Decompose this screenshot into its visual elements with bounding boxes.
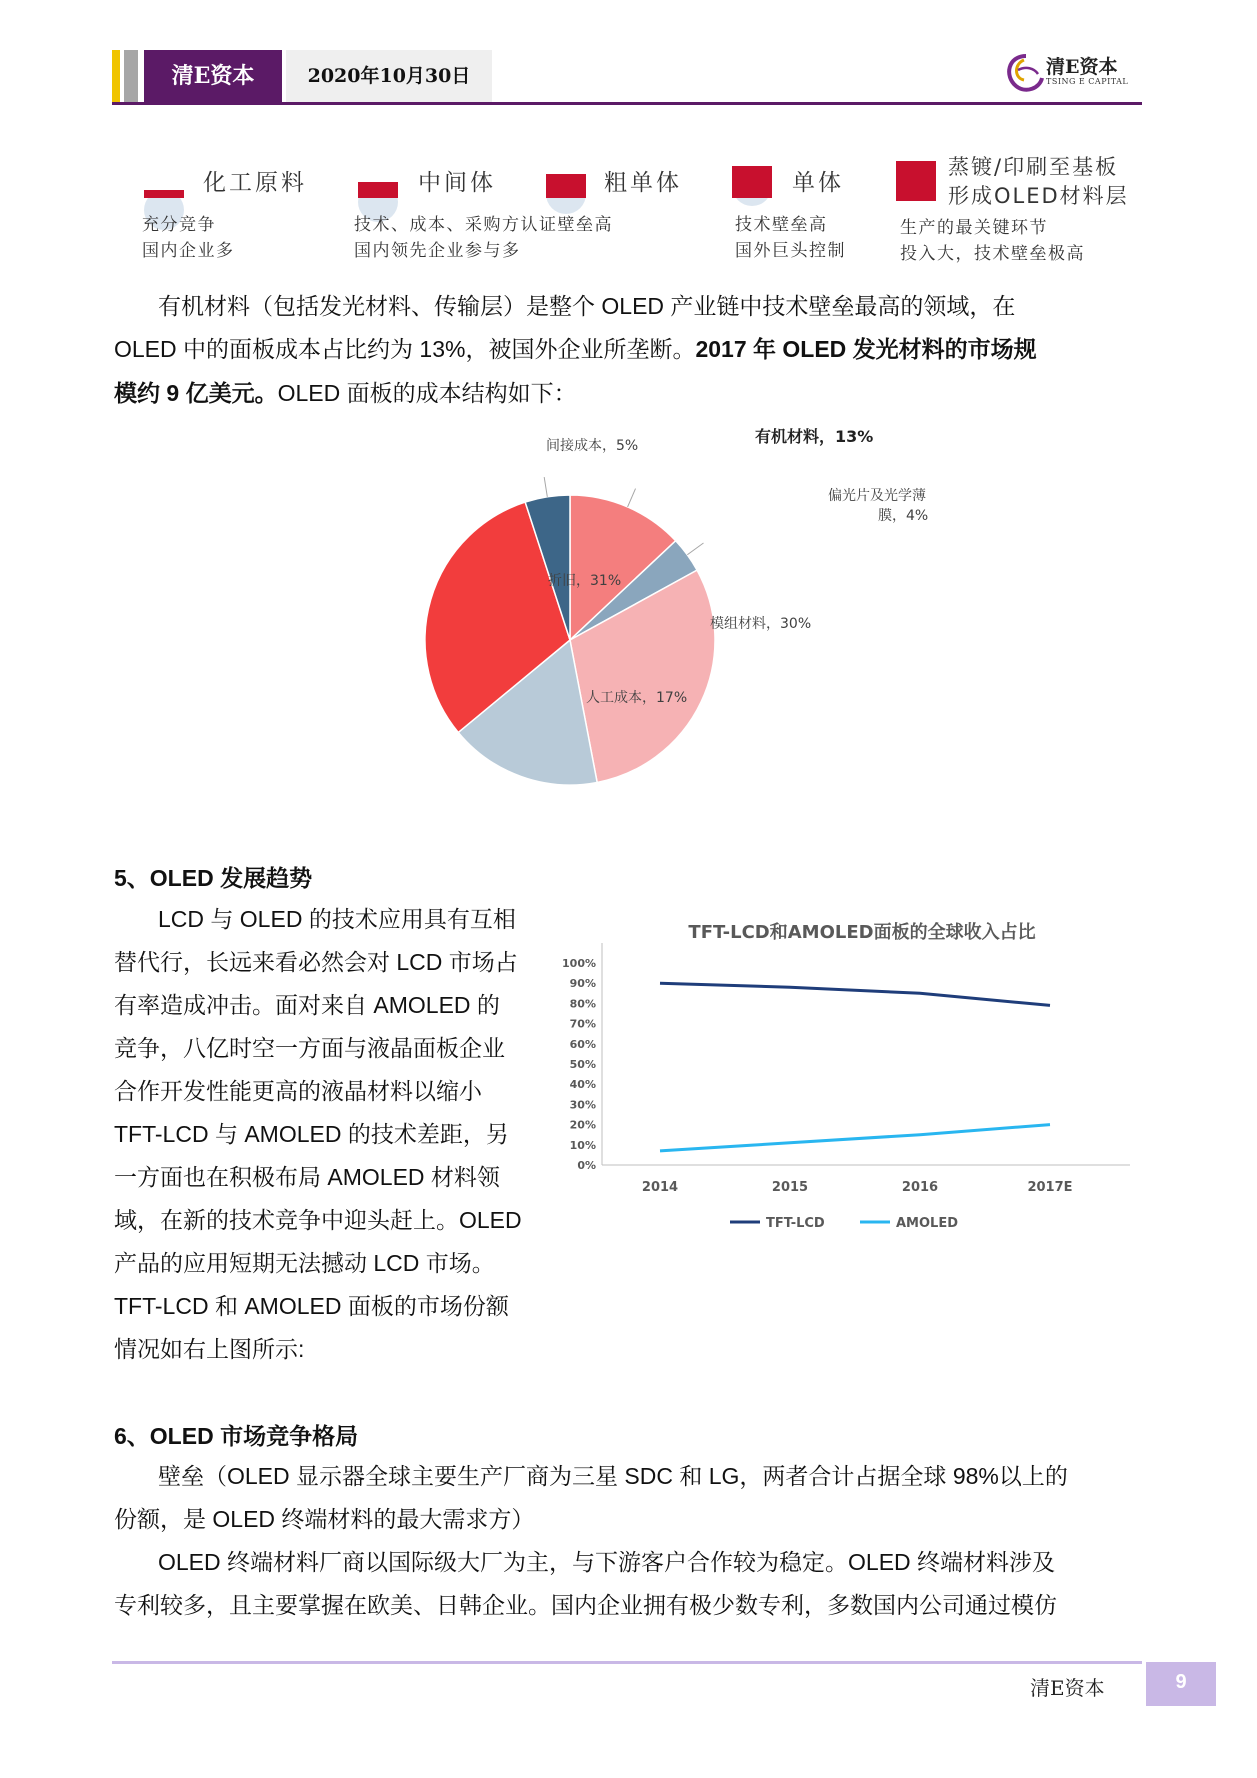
stage-title: 单体 (792, 170, 844, 196)
section-5-line: 替代行，长远来看必然会对 LCD 市场占 (114, 949, 518, 975)
stage-title: 粗单体 (604, 170, 682, 196)
logo-name: 清E资本 (1046, 56, 1118, 78)
y-tick-label: 80% (569, 997, 596, 1011)
footer-brand: 清E资本 (1030, 1676, 1105, 1700)
stage-fill-icon (896, 161, 936, 201)
stage-desc: 国外巨头控制 (735, 241, 846, 261)
stage-desc: 技术壁垒高 (735, 215, 828, 235)
pie-leader-line (687, 543, 703, 555)
section-6-line-4: 专利较多，且主要掌握在欧美、日韩企业。国内企业拥有极少数专利，多数国内公司通过模仿 (114, 1592, 1057, 1618)
header-accent-yellow (112, 50, 120, 102)
pie-label-line2: 膜，4% (878, 508, 929, 524)
stage-fill-icon (732, 166, 772, 206)
y-tick-label: 10% (569, 1138, 596, 1152)
pie-leader-line (544, 477, 547, 497)
section-6-line-1: 壁垒（OLED 显示器全球主要生产厂商为三星 SDC 和 LG，两者合计占据全球 98%以上的 (158, 1463, 1068, 1489)
section-5-line: 一方面也在积极布局 AMOLED 材料领 (114, 1164, 500, 1190)
stage-item-4 (732, 158, 772, 206)
page-number: 9 (1146, 1662, 1216, 1706)
stage-title-line2: 形成OLED材料层 (948, 184, 1129, 208)
intro-text: OLED 面板的成本结构如下： (277, 380, 577, 406)
pie-label: 偏光片及光学薄 (828, 488, 926, 504)
stage-desc: 国内企业多 (142, 241, 235, 261)
section-5-line: 有率造成冲击。面对来自 AMOLED 的 (114, 992, 500, 1018)
stage-item-3 (546, 158, 586, 214)
section-5-heading: 5、OLED 发展趋势 (114, 865, 313, 891)
intro-bold: 2017 年 OLED 发光材料的市场规 (695, 336, 1037, 362)
pie-label: 人工成本，17% (586, 690, 688, 706)
section-5-line: 竞争，八亿时空一方面与液晶面板企业 (114, 1035, 505, 1061)
footer-rule (112, 1661, 1142, 1664)
intro-line-3 (114, 372, 577, 415)
legend-label: AMOLED (896, 1216, 959, 1231)
section-5-line: TFT-LCD 和 AMOLED 面板的市场份额 (114, 1293, 509, 1319)
stage-desc: 充分竞争 (142, 215, 216, 235)
stage-desc: 生产的最关键环节 (900, 218, 1048, 238)
stage-item-5 (896, 161, 936, 201)
intro-line-2 (114, 328, 1037, 371)
stage-desc: 投入大，技术壁垒极高 (900, 244, 1085, 264)
y-tick-label: 0% (577, 1159, 596, 1172)
y-tick-label: 20% (569, 1118, 596, 1132)
x-tick-label: 2017E (1027, 1180, 1073, 1195)
y-tick-label: 50% (569, 1058, 596, 1071)
y-tick-label: 60% (569, 1037, 596, 1051)
revenue-share-line-chart (562, 905, 1150, 1285)
stage-desc: 技术、成本、采购方认证壁垒高 (354, 215, 613, 235)
x-tick-label: 2014 (641, 1180, 679, 1195)
intro-bold: 模约 9 亿美元。 (114, 380, 278, 406)
cost-structure-pie-chart (380, 425, 929, 825)
section-5-line: 域，在新的技术竞争中迎头赶上。OLED (114, 1207, 522, 1233)
pie-leader-line (628, 489, 636, 507)
y-tick-label: 70% (569, 1017, 596, 1031)
stage-desc: 国内领先企业参与多 (354, 241, 521, 261)
header-brand: 清E资本 (144, 50, 282, 102)
pie-label: 折旧，31% (548, 573, 622, 589)
y-tick-label: 30% (569, 1098, 596, 1112)
section-5-body (114, 898, 564, 1371)
section-6-heading: 6、OLED 市场竞争格局 (114, 1423, 359, 1449)
stage-title: 中间体 (418, 170, 496, 196)
y-tick-label: 100% (562, 957, 596, 970)
header-date: 2020年10月30日 (286, 50, 492, 102)
pie-label: 有机材料，13% (755, 427, 874, 446)
section-5-line: TFT-LCD 与 AMOLED 的技术差距，另 (114, 1121, 509, 1147)
section-5-line: 情况如右上图所示: (114, 1336, 305, 1362)
chart-title: TFT-LCD和AMOLED面板的全球收入占比 (688, 922, 1036, 943)
section-5-line: 合作开发性能更高的液晶材料以缩小 (114, 1078, 482, 1104)
y-tick-label: 90% (569, 977, 596, 991)
section-5-line: LCD 与 OLED 的技术应用具有互相 (158, 906, 516, 932)
section-6-line-2: 份额，是 OLED 终端材料的最大需求方） (114, 1506, 535, 1532)
intro-line-1: 有机材料（包括发光材料、传输层）是整个 OLED 产业链中技术壁垒最高的领域，在 (158, 293, 1016, 319)
stage-title: 蒸镀/印刷至基板 (948, 155, 1119, 179)
header-accent-gray (124, 50, 138, 102)
legend-label: TFT-LCD (766, 1216, 825, 1231)
section-6-line-3: OLED 终端材料厂商以国际级大厂为主，与下游客户合作较为稳定。OLED 终端材料涉及 (158, 1549, 1056, 1575)
stage-title: 化工原料 (203, 170, 307, 196)
pie-label: 模组材料，30% (710, 616, 812, 632)
intro-text: OLED 中的面板成本占比约为 13%，被国外企业所垄断。 (114, 336, 696, 362)
section-5-line: 产品的应用短期无法撼动 LCD 市场。 (114, 1250, 495, 1276)
y-tick-label: 40% (569, 1078, 596, 1092)
x-tick-label: 2015 (771, 1180, 809, 1195)
x-tick-label: 2016 (901, 1180, 939, 1195)
header-rule (112, 102, 1142, 105)
pie-label: 间接成本，5% (546, 438, 639, 454)
logo-subtitle: TSING E CAPITAL (1046, 77, 1129, 86)
stage-fill-icon (546, 174, 586, 214)
